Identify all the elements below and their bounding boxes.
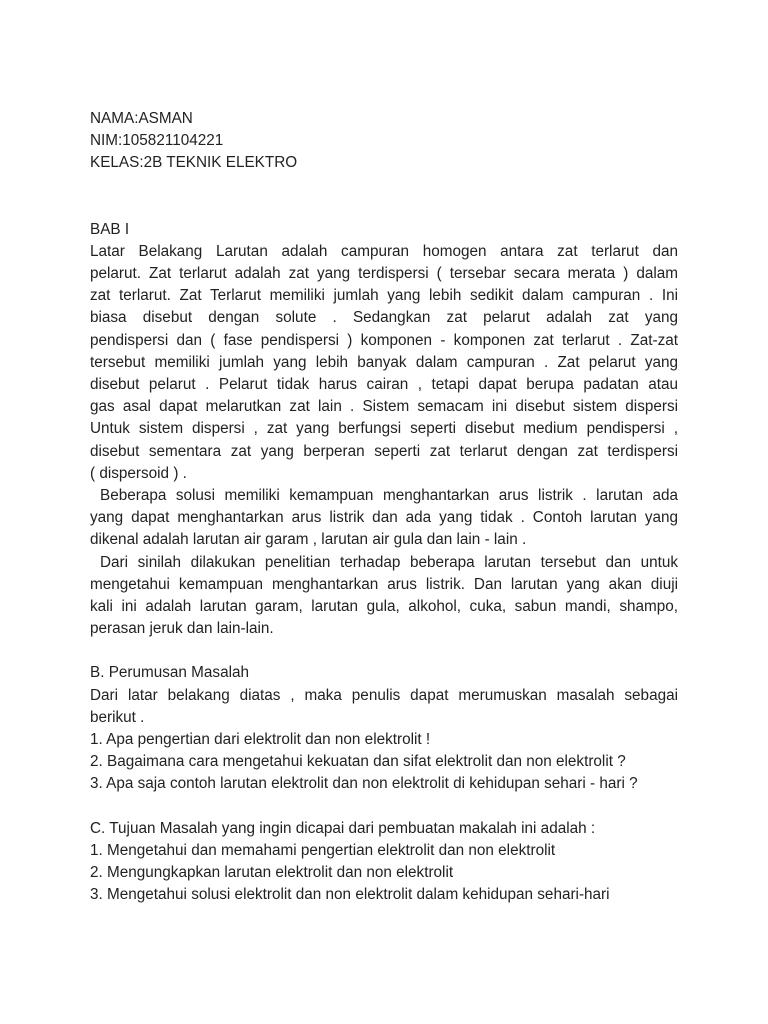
text-line: Dari sinilah dilakukan penelitian terhadap beberapa larutan tersebut dan untuk (100, 553, 678, 571)
text-line: dikenal adalah larutan air garam , larutan air gula dan lain - lain . (90, 531, 527, 549)
list-item: 1. Mengetahui dan memahami pengertian elektrolit dan non elektrolit (90, 841, 556, 859)
text-line: pendispersi dan ( fase pendispersi ) komponen - komponen zat terlarut . Zat-zat (90, 331, 678, 349)
text-line: Untuk sistem dispersi , zat yang berfungsi seperti disebut medium pendispersi , (90, 420, 678, 438)
section-title-rumusan: B. Perumusan Masalah (90, 664, 249, 682)
list-item: 1. Apa pengertian dari elektrolit dan non elektrolit ! (90, 731, 431, 749)
document-page (90, 108, 678, 907)
student-id: NIM:105821104221 (90, 132, 224, 150)
text-line: kali ini adalah larutan garam, larutan gula, alkohol, cuka, sabun mandi, shampo, (90, 598, 678, 616)
list-item: 2. Mengungkapkan larutan elektrolit dan non elektrolit (90, 864, 454, 882)
paragraph-latar-belakang (90, 241, 678, 485)
text-line: pelarut. Zat terlarut adalah zat yang terdispersi ( tersebar secara merata ) dalam (90, 265, 678, 283)
text-line: disebut pelarut . Pelarut tidak harus cairan , tetapi dapat berupa padatan atau (90, 376, 678, 394)
text-line: yang dapat menghantarkan arus listrik dan ada yang tidak . Contoh larutan yang (90, 509, 678, 527)
section-title-tujuan: C. Tujuan Masalah yang ingin dicapai dari pembuatan makalah ini adalah : (90, 819, 596, 837)
list-item: 3. Apa saja contoh larutan elektrolit dan non elektrolit di kehidupan sehari - hari ? (90, 775, 638, 793)
text-line: Latar Belakang Larutan adalah campuran homogen antara zat terlarut dan (90, 242, 678, 260)
spacer (90, 796, 678, 818)
paragraph-penelitian (90, 552, 678, 641)
text-line: Beberapa solusi memiliki kemampuan menghantarkan arus listrik . larutan ada (100, 487, 678, 505)
text-line: perasan jeruk dan lain-lain. (90, 620, 274, 638)
text-line: mengetahui kemampuan menghantarkan arus listrik. Dan larutan yang akan diuji (90, 575, 678, 593)
chapter-title: BAB I (90, 220, 130, 238)
list-item: 2. Bagaimana cara mengetahui kekuatan dan sifat elektrolit dan non elektrolit ? (90, 753, 626, 771)
text-line: Dari latar belakang diatas , maka penulis dapat merumuskan masalah sebagai (90, 686, 678, 704)
student-class: KELAS:2B TEKNIK ELEKTRO (90, 154, 298, 172)
text-line: tersebut memiliki jumlah yang lebih banyak dalam campuran . Zat pelarut yang (90, 353, 678, 371)
text-line: biasa disebut dengan solute . Sedangkan zat pelarut adalah zat yang (90, 309, 678, 327)
spacer (90, 640, 678, 662)
spacer (90, 175, 678, 219)
text-line: berikut . (90, 708, 145, 726)
student-name: NAMA:ASMAN (90, 110, 193, 127)
text-line: zat terlarut. Zat Terlarut memiliki jumlah yang lebih sedikit dalam campuran . Ini (90, 287, 678, 305)
text-line: gas asal dapat melarutkan zat lain . Sistem semacam ini disebut sistem dispersi (90, 398, 678, 416)
text-line: ( dispersoid ) . (90, 464, 187, 482)
text-line: disebut sementara zat yang berperan seperti zat terlarut dengan zat terdispersi (90, 442, 678, 460)
list-item: 3. Mengetahui solusi elektrolit dan non elektrolit dalam kehidupan sehari-hari (90, 886, 610, 904)
paragraph-solusi (90, 485, 678, 552)
